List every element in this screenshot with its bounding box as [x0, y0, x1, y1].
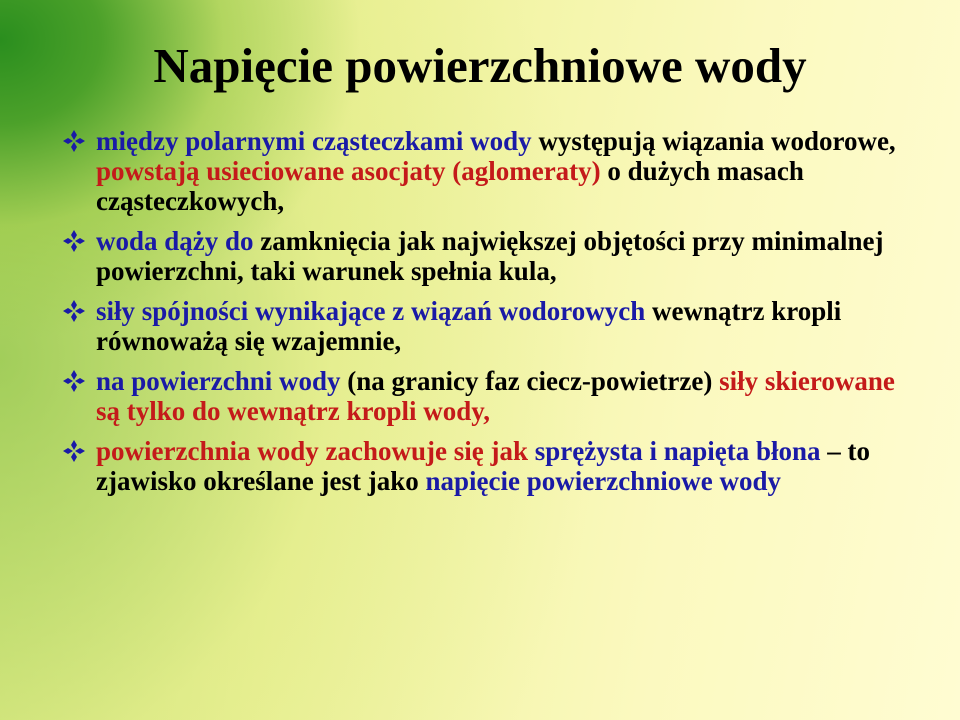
diamond-quad-icon [62, 229, 86, 253]
diamond-quad-icon [62, 439, 86, 463]
bullet-text-segment: woda dąży do [96, 226, 261, 256]
bullet-text-segment: na powierzchni wody [96, 366, 348, 396]
bullet-text-segment: powierzchnia wody zachowuje się jak [96, 436, 535, 466]
bullet-text-segment: sprężysta i napięta błona [534, 436, 828, 466]
bullet-item [62, 366, 920, 426]
diamond-quad-icon [62, 369, 86, 393]
bullet-text-segment: (na granicy faz ciecz-powietrze) [347, 366, 720, 396]
diamond-quad-icon [62, 129, 86, 153]
bullet-text-segment: wewnątrz kropli równoważą się wzajemnie, [96, 296, 842, 356]
bullet-text-segment: napięcie powierzchniowe wody [425, 466, 781, 496]
bullet-text-segment: powstają usieciowane asocjaty (aglomeraty) [96, 156, 608, 186]
bullet-text-segment: o dużych masach cząsteczkowych, [96, 156, 804, 216]
bullet-list [62, 126, 920, 506]
bullet-item [62, 126, 920, 216]
bullet-text-segment: siły skierowane są tylko do wewnątrz kropli wody, [96, 366, 895, 426]
bullet-text-segment: zamknięcia jak największej objętości przy minimalnej powierzchni, taki warunek spełnia kula, [96, 226, 884, 286]
bullet-text-segment: – to zjawisko określane jest jako [96, 436, 871, 496]
bullet-text-segment: siły spójności wynikające z wiązań wodorowych [96, 296, 653, 326]
bullet-text-segment: występują wiązania wodorowe, [538, 126, 896, 156]
bullet-item [62, 226, 920, 286]
bullet-item [62, 436, 920, 496]
bullet-text-segment: między polarnymi cząsteczkami wody [96, 126, 539, 156]
diamond-quad-icon [62, 299, 86, 323]
slide-title: Napięcie powierzchniowe wody [153, 38, 807, 93]
bullet-item [62, 296, 920, 356]
